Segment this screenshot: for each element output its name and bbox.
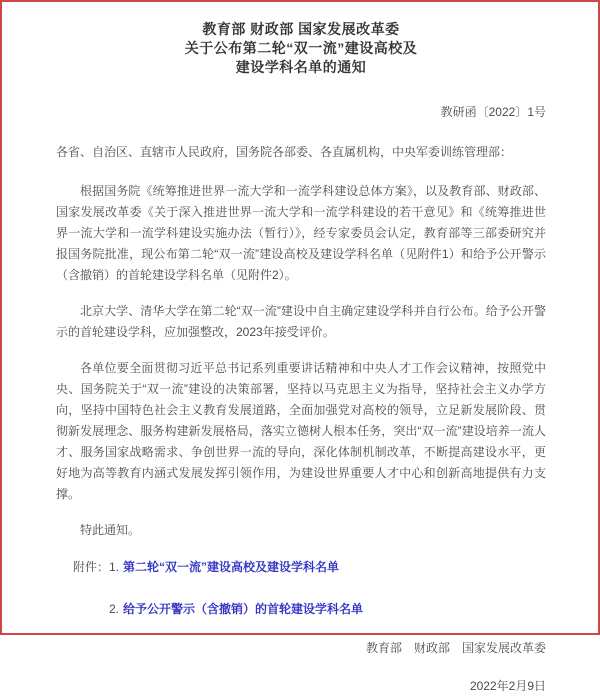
document-title-line-2: 关于公布第二轮“双一流”建设高校及 [184, 40, 418, 56]
document-date: 2022年2月9日 [469, 679, 546, 693]
issuing-agencies: 教育部 财政部 国家发展改革委 [365, 641, 546, 655]
document-title-line-3: 建设学科名单的通知 [235, 59, 367, 75]
attachment-link-2[interactable]: 给予公开警示（含撤销）的首轮建设学科名单 [123, 602, 364, 616]
attachment-row-2 [56, 599, 546, 620]
salutation: 各省、自治区、直辖市人民政府，国务院各部委、各直属机构，中央军委训练管理部： [56, 145, 513, 159]
document-title [56, 20, 546, 77]
body-paragraph-2: 北京大学、清华大学在第二轮“双一流”建设中自主确定建设学科并自行公布。给予公开警示的首轮建设学科，应加强整改，2023年接受评价。 [56, 304, 546, 339]
attachment-row-1 [56, 557, 546, 578]
body-paragraph-1: 根据国务院《统筹推进世界一流大学和一流学科建设总体方案》，以及教育部、财政部、国家发展改革委《关于深入推进世界一流大学和一流学科建设的若干意见》和《统筹推进世界一流大学和一流学科建设实施办法（暂行）》，经专家委员会认定，教育部等三部委研究并报国务院批准，现公布第二轮“双一流”建设高校及建设学科名单（见附件1）和给予公开警示（含撤销）的首轮建设学科名单（见附件2）。 [56, 184, 546, 282]
document-title-line-1: 教育部 财政部 国家发展改革委 [202, 21, 400, 37]
attachment-number-2: 2. [109, 602, 120, 616]
attachments-label: 附件： [73, 560, 110, 574]
attachments-block [56, 557, 546, 620]
attachment-number-1: 1. [109, 560, 120, 574]
document-number: 教研函〔2022〕1号 [440, 105, 546, 119]
body-paragraph-3: 各单位要全面贯彻习近平总书记系列重要讲话精神和中央人才工作会议精神，按照党中央、国务院关于“双一流”建设的决策部署，坚持以马克思主义为指导，坚持社会主义办学方向，坚持中国特色社会主义教育发展道路，全面加强党对高校的领导，立足新发展阶段、贯彻新发展理念、服务构建新发展格局，落实立德树人根本任务，突出“双一流”建设培养一流人才、服务国家战略需求、争创世界一流的导向，深化体制机制改革，不断提高建设水平，更好地为高等教育内涵式发展发挥引领作用，为建设世界重要人才中心和创新高地提供有力支撑。 [56, 361, 546, 501]
attachment-link-1[interactable]: 第二轮“双一流”建设高校及建设学科名单 [123, 560, 340, 574]
closing-note: 特此通知。 [80, 523, 141, 537]
